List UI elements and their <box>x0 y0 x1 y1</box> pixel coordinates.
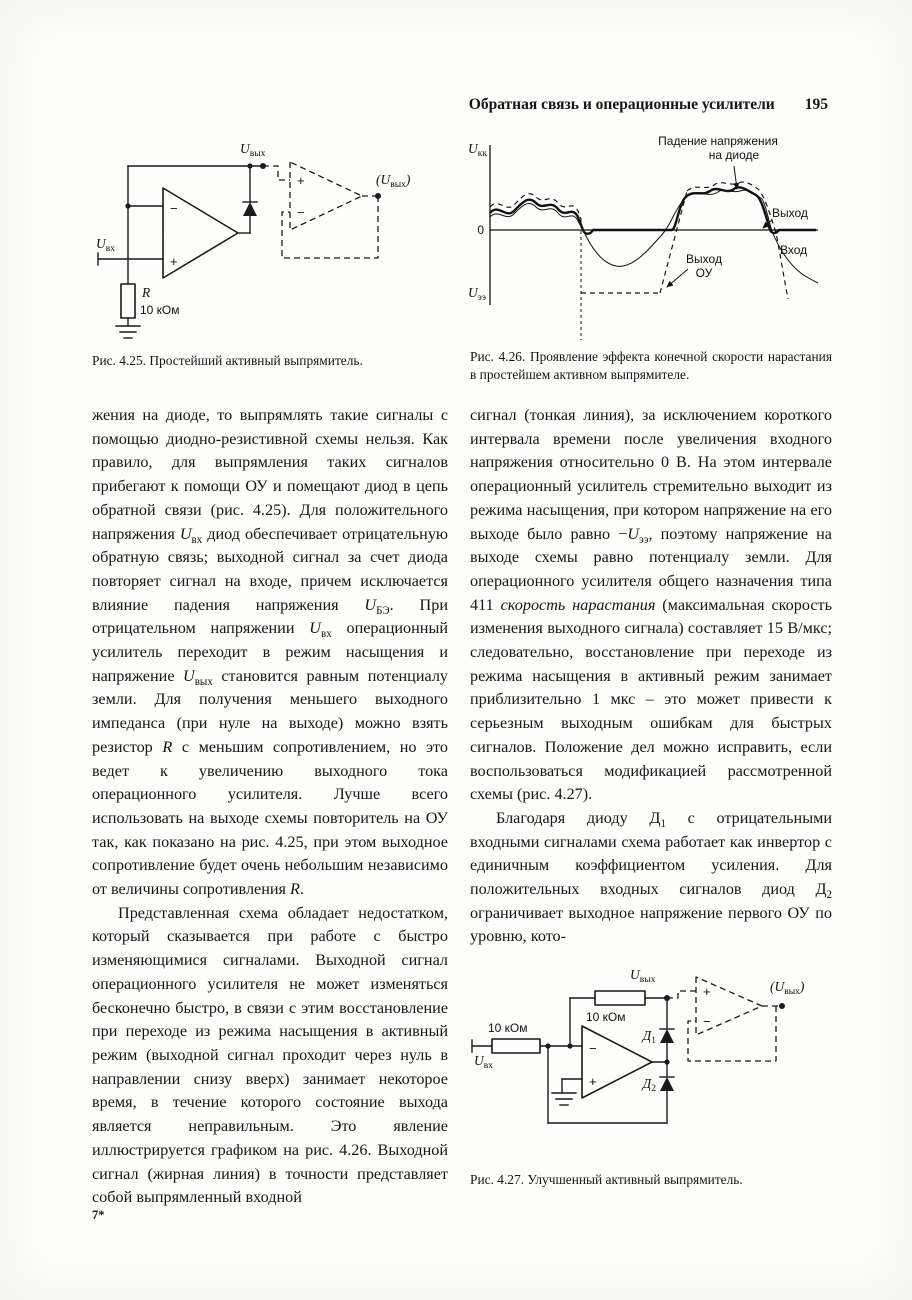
signature-mark: 7* <box>92 1208 105 1222</box>
label-input: Вход <box>780 243 808 257</box>
text-column-left <box>92 404 448 1210</box>
label-opamp-output-2: ОУ <box>695 266 713 280</box>
output-curve <box>490 187 816 233</box>
diode-d1-symbol <box>660 1029 674 1043</box>
diode-drop-arrow <box>734 166 737 189</box>
label-u-kk: $U_{кк}$ <box>468 141 487 159</box>
circuit-wires <box>472 998 667 1123</box>
ground-icon <box>552 1093 576 1105</box>
paragraph: жения на диоде, то выпрямлять такие сигналы с помощью диодно-резистивной схемы нельзя. Как правило, для выпрямления таких сигналов прибегают к помощи ОУ и помещают диод в цепь обратной связи (рис. 4.25). Для положительного напряжения $U_{вх}$ диод обеспечивает отрицательную обратную связь; выходной сигнал за счет диода повторяет сигнал на входе, причем исключается влияние падения напряжения $U_{БЭ}$. При отрицательном напряжении $U_{вх}$ операционный усилитель переходит в режим насыщения и напряжение $U_{вых}$ становится равным потенциалу земли. Для получения меньшего выходного импеданса (при нуле на выходе) можно взять резистор R с меньшим сопротивлением, но это ведет к увеличению выходного тока операционного усилителя. Лучше всего использовать на выходе схемы повторитель на ОУ так, как показано на рис. 4.25, при этом выходное сопротивление будет очень небольшим независимо от величины сопротивления R. <box>92 406 449 899</box>
follower-plus-sign: + <box>703 984 711 1000</box>
opamp-minus-sign: − <box>589 1041 597 1057</box>
label-u-out: $U_{вых}$ <box>630 967 656 986</box>
caption-figure-4-26: Рис. 4.26. Проявление эффекта конечной скорости нарастания в простейшем активном выпрямителе. <box>470 349 832 382</box>
paragraph: Благодаря диоду $Д_1$ с отрицательными входными сигналами схема работает как инвертор с единичным коэффициентом усиления. Для положительных входных сигналов диод $Д_2$ ограничивает выходное напряжение первого ОУ по уровню, кото- <box>470 808 832 946</box>
label-diode-d2: $Д_2$ <box>642 1076 656 1095</box>
input-resistor-symbol <box>492 1039 540 1053</box>
label-output: Выход <box>772 206 808 220</box>
label-diode-d1: $Д_1$ <box>642 1028 656 1047</box>
diode-d2-symbol <box>660 1077 674 1091</box>
figure-4-27-block <box>470 961 832 1189</box>
feedback-resistor-symbol <box>595 991 645 1005</box>
opamp-output-arrow <box>667 269 688 287</box>
circuit-wires <box>98 166 263 326</box>
follower-minus-sign: − <box>703 1014 711 1030</box>
label-zero: 0 <box>477 223 484 237</box>
figure-4-26-slew-rate-graph <box>466 133 832 348</box>
label-resistor-value: 10 кОм <box>140 303 180 317</box>
label-u-out: $U_{вых}$ <box>240 141 266 159</box>
figure-4-25-simple-rectifier-schematic <box>90 136 442 348</box>
page-number: 195 <box>804 96 828 113</box>
label-resistor-name: R <box>142 285 151 300</box>
label-diode-drop-1: Падение напряжения <box>658 134 778 148</box>
resistor-symbol <box>121 284 135 318</box>
paragraph: сигнал (тонкая линия), за исключением короткого интервала времени после увеличения входного напряжения относительно 0 В. На этом интервале операционный усилитель стремительно выходит из режима насыщения, при котором напряжение на его выходе было равно $-U_{ээ}$, поэтому напряжение на выходе схемы равно потенциалу земли. Для операционного усилителя общего назначения типа 411 скорость нарастания (максимальная скорость изменения выходного сигнала) составляет 15 В/мкс; следовательно, восстановление при переходе из режима насыщения в активный режим занимает приблизительно 1 мкс – это может привести к серьезным выходным ошибкам для быстрых сигналов. Положение дел можно исправить, если воспользоваться модификацией рассмотренной схемы (рис. 4.27). <box>470 406 833 804</box>
label-u-in: $U_{вх}$ <box>96 236 115 254</box>
label-u-out-buffered: $(U_{вых})$ <box>770 979 805 998</box>
opamp-minus-sign: − <box>170 201 178 216</box>
label-diode-drop-2: на диоде <box>708 148 760 162</box>
label-u-out-buffered: $(U_{вых})$ <box>376 172 411 190</box>
running-title: Обратная связь и операционные усилители <box>468 96 775 113</box>
page-header <box>90 96 828 114</box>
opamp-plus-sign: + <box>589 1074 597 1090</box>
ground-icon <box>116 326 140 338</box>
figure-4-27-improved-rectifier-schematic <box>470 961 832 1161</box>
label-feedback-resistor-value: 10 кОм <box>586 1010 626 1025</box>
text-column-right <box>470 404 832 1189</box>
follower-minus-sign: − <box>297 205 305 220</box>
paragraph: Представленная схема обладает недостатком, который сказывается при работе с быстро изменяющимися сигналами. Выходной сигнал операционного усилителя не может изменяться бесконечно быстро, в связи с этим восстановление при переходе из режима насыщения в активный режим (выходной сигнал проходит через нуль в направлении снизу вверх) занимает некоторое время, в течение которого состояние выхода является неправильным. Это явление иллюстрируется графиком на рис. 4.26. Выходной сигнал (жирная линия) в точности представляет собой выпрямленный входной <box>92 903 448 1207</box>
label-u-in: $U_{вх}$ <box>474 1053 493 1072</box>
diode-symbol <box>243 202 257 216</box>
opamp-plus-sign: + <box>170 254 178 269</box>
label-u-ee: $U_{ээ}$ <box>468 285 486 303</box>
caption-figure-4-27: Рис. 4.27. Улучшенный активный выпрямитель. <box>470 1172 743 1188</box>
dashed-follower-opamp <box>263 162 378 258</box>
label-opamp-output-1: Выход <box>686 252 722 266</box>
caption-figure-4-25: Рис. 4.25. Простейший активный выпрямитель. <box>92 353 363 368</box>
label-input-resistor-value: 10 кОм <box>488 1021 528 1036</box>
dashed-follower-opamp <box>667 977 782 1061</box>
follower-plus-sign: + <box>297 173 305 188</box>
